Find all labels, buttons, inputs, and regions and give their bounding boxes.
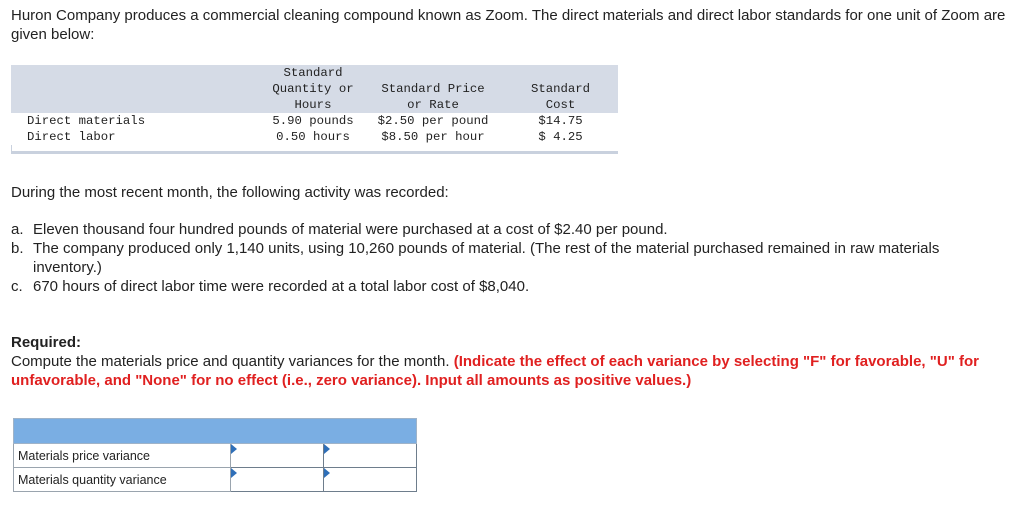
item-text: The company produced only 1,140 units, using 10,260 pounds of material. (The rest of the material purchased remained in raw materials inventory.) xyxy=(33,240,940,276)
standards-table-container xyxy=(11,65,618,154)
answer-header-band xyxy=(14,419,417,444)
row-price: $8.50 per hour xyxy=(381,130,485,144)
header-standard-price: Standard Price or Rate xyxy=(381,82,485,112)
required-text: Compute the materials price and quantity variances for the month. xyxy=(11,353,454,370)
row-price: $2.50 per pound xyxy=(377,114,489,128)
item-text: Eleven thousand four hundred pounds of material were purchased at a cost of $2.40 per pound. xyxy=(33,221,668,238)
list-item xyxy=(11,239,1011,277)
row-quantity: 5.90 pounds xyxy=(272,114,354,128)
table-row xyxy=(14,444,417,468)
table-row xyxy=(11,129,618,145)
row-quantity: 0.50 hours xyxy=(276,130,350,144)
dropdown-marker-icon xyxy=(324,444,330,454)
item-text: 670 hours of direct labor time were recorded at a total labor cost of $8,040. xyxy=(33,278,530,295)
quantity-variance-amount-input[interactable] xyxy=(234,468,320,491)
price-variance-effect-cell[interactable] xyxy=(324,444,417,468)
price-variance-amount-input[interactable] xyxy=(234,444,320,467)
item-letter: b. xyxy=(11,240,24,257)
list-item xyxy=(11,277,1011,296)
quantity-variance-effect-cell[interactable] xyxy=(324,468,417,492)
standards-header-blank xyxy=(11,65,263,113)
problem-intro: Huron Company produces a commercial cleaning compound known as Zoom. The direct materials and direct labor standards for one unit of Zoom are given below: xyxy=(11,7,1006,43)
list-item xyxy=(11,220,1011,239)
input-marker-icon xyxy=(231,444,237,454)
answer-table-header xyxy=(14,419,417,444)
table-row xyxy=(11,113,618,129)
activity-intro: During the most recent month, the following activity was recorded: xyxy=(11,184,449,201)
standards-table xyxy=(11,65,618,145)
answer-table xyxy=(13,418,417,492)
dropdown-marker-icon xyxy=(324,468,330,478)
price-variance-amount-cell[interactable] xyxy=(231,444,324,468)
quantity-variance-effect-select[interactable] xyxy=(327,468,413,491)
materials-price-variance-label: Materials price variance xyxy=(14,444,231,468)
item-letter: c. xyxy=(11,278,23,295)
materials-quantity-variance-label: Materials quantity variance xyxy=(14,468,231,492)
required-body xyxy=(11,352,1016,390)
price-variance-effect-select[interactable] xyxy=(327,444,413,467)
row-label: Direct materials xyxy=(27,114,146,128)
required-title: Required: xyxy=(11,334,82,351)
item-letter: a. xyxy=(11,221,24,238)
row-cost: $14.75 xyxy=(538,114,583,128)
required-section xyxy=(11,333,1016,390)
table-bottom-rule xyxy=(11,145,618,154)
required-instruction: (Indicate the effect of each variance by selecting "F" for favorable, "U" for unfavorable, and "None" for no effect (i.e., zero variance). Input all amounts as positive values.) xyxy=(11,353,979,389)
quantity-variance-amount-cell[interactable] xyxy=(231,468,324,492)
header-standard-cost: Standard Cost xyxy=(530,82,591,112)
activity-list xyxy=(11,220,1011,296)
input-marker-icon xyxy=(231,468,237,478)
table-row xyxy=(14,468,417,492)
row-cost: $ 4.25 xyxy=(538,130,583,144)
header-standard-quantity: Standard Quantity or Hours xyxy=(272,66,354,112)
row-label: Direct labor xyxy=(27,130,116,144)
